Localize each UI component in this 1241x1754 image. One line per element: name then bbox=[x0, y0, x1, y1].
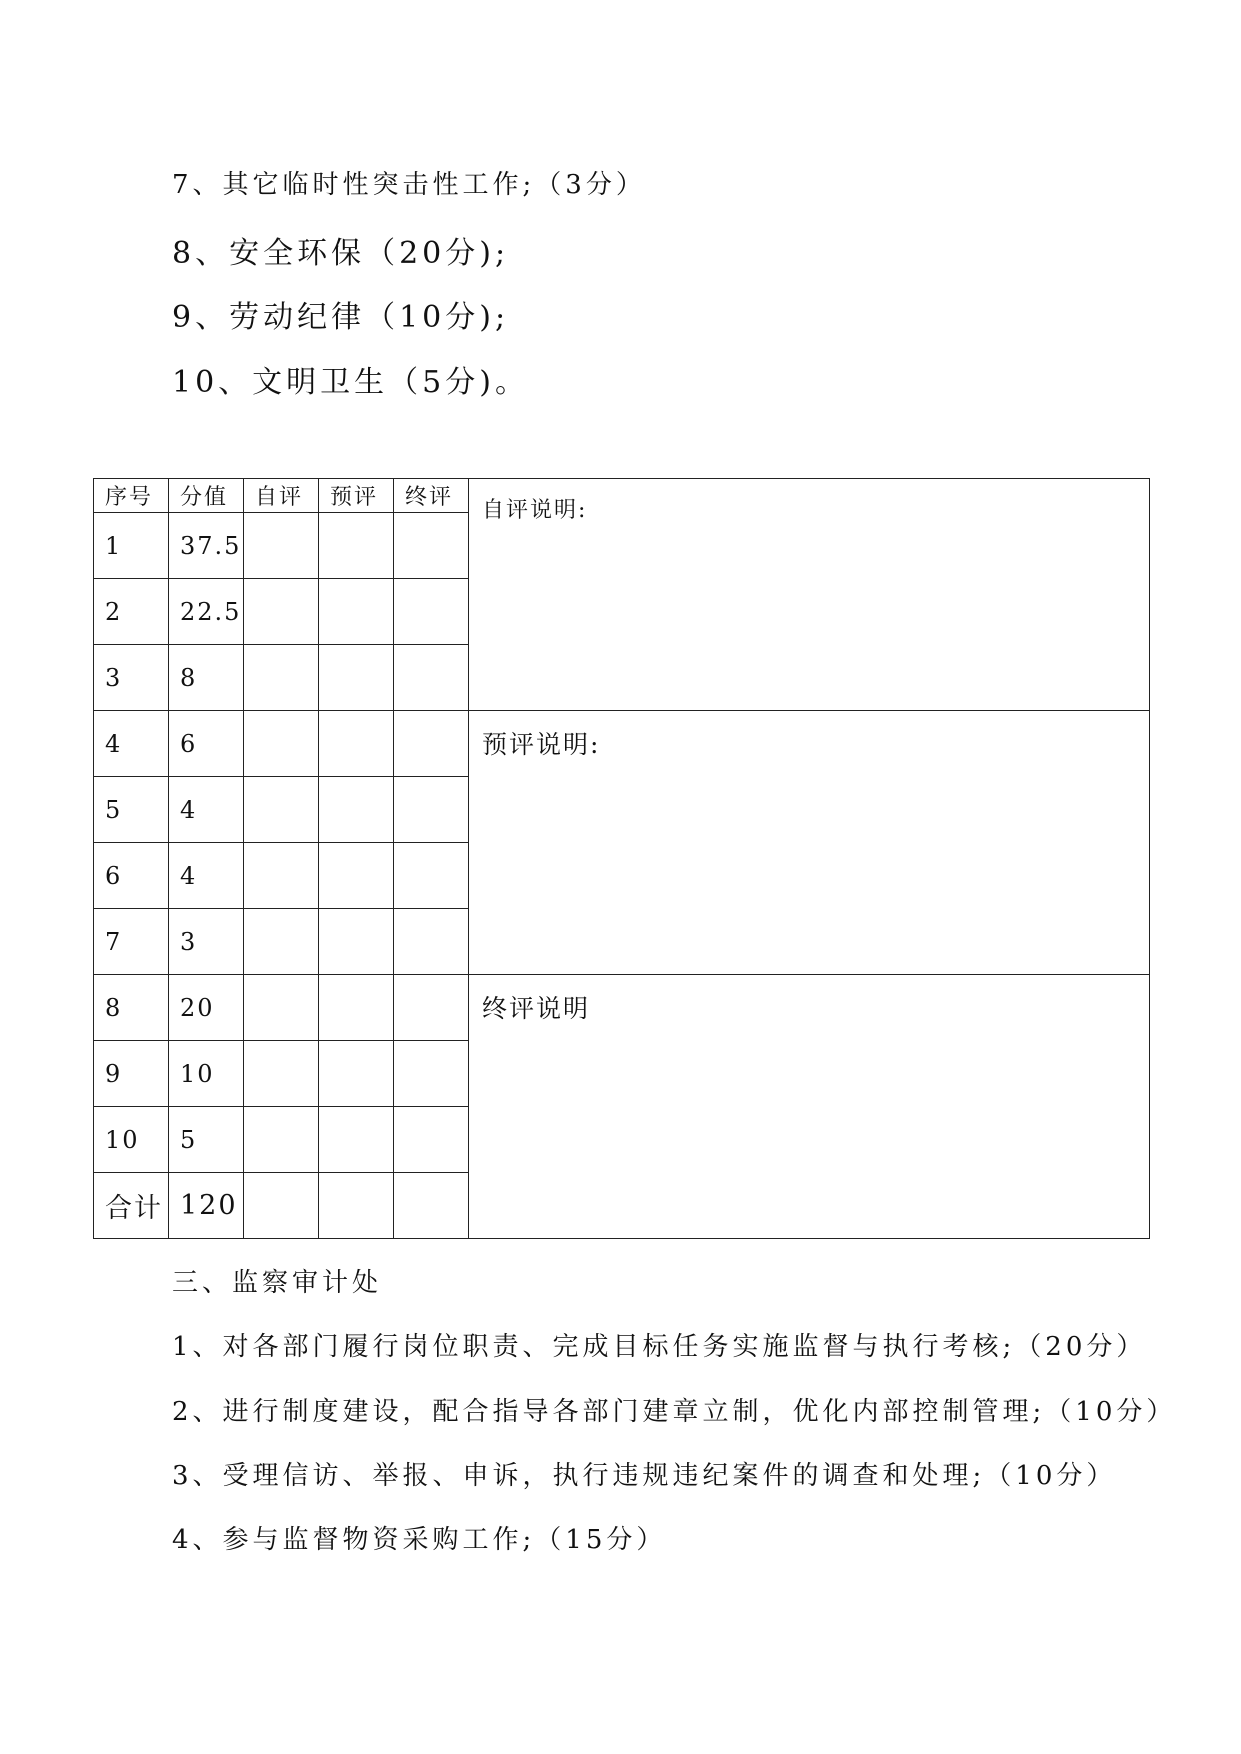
total-label: 合计 bbox=[94, 1173, 169, 1239]
self-cell bbox=[244, 975, 319, 1041]
row-no: 10 bbox=[94, 1107, 169, 1173]
section-item-4: 4、参与监督物资采购工作;（15分） bbox=[172, 1525, 667, 1555]
self-cell bbox=[244, 711, 319, 777]
self-cell bbox=[244, 513, 319, 579]
final-cell bbox=[394, 645, 469, 711]
row-no: 3 bbox=[94, 645, 169, 711]
final-cell bbox=[394, 1173, 469, 1239]
row-score: 5 bbox=[169, 1107, 244, 1173]
item-9: 9、劳动纪律（10分); bbox=[172, 300, 510, 335]
section-title: 三、监察审计处 bbox=[172, 1268, 383, 1298]
pre-cell bbox=[319, 975, 394, 1041]
header-score: 分值 bbox=[169, 479, 244, 513]
row-no: 2 bbox=[94, 579, 169, 645]
self-cell bbox=[244, 843, 319, 909]
pre-cell bbox=[319, 579, 394, 645]
section-item-1: 1、对各部门履行岗位职责、完成目标任务实施监督与执行考核;（20分） bbox=[172, 1332, 1147, 1362]
self-cell bbox=[244, 645, 319, 711]
pre-cell bbox=[319, 1173, 394, 1239]
final-cell bbox=[394, 909, 469, 975]
final-cell bbox=[394, 513, 469, 579]
pre-cell bbox=[319, 909, 394, 975]
self-cell bbox=[244, 1107, 319, 1173]
self-cell bbox=[244, 1041, 319, 1107]
row-score: 37.5 bbox=[169, 513, 244, 579]
row-score: 6 bbox=[169, 711, 244, 777]
row-no: 7 bbox=[94, 909, 169, 975]
self-cell bbox=[244, 1173, 319, 1239]
pre-note-label: 预评说明: bbox=[482, 730, 601, 759]
row-no: 6 bbox=[94, 843, 169, 909]
header-final: 终评 bbox=[394, 479, 469, 513]
self-cell bbox=[244, 579, 319, 645]
row-no: 5 bbox=[94, 777, 169, 843]
pre-cell bbox=[319, 645, 394, 711]
pre-cell bbox=[319, 711, 394, 777]
final-cell bbox=[394, 975, 469, 1041]
table-header-row bbox=[94, 479, 1150, 513]
row-score: 4 bbox=[169, 843, 244, 909]
pre-cell bbox=[319, 777, 394, 843]
pre-cell bbox=[319, 1041, 394, 1107]
section-item-2: 2、进行制度建设，配合指导各部门建章立制，优化内部控制管理;（10分） bbox=[172, 1397, 1177, 1427]
table-row bbox=[94, 975, 1150, 1041]
row-no: 4 bbox=[94, 711, 169, 777]
row-score: 3 bbox=[169, 909, 244, 975]
final-cell bbox=[394, 579, 469, 645]
total-score: 120 bbox=[169, 1173, 244, 1239]
pre-cell bbox=[319, 843, 394, 909]
final-cell bbox=[394, 777, 469, 843]
row-no: 9 bbox=[94, 1041, 169, 1107]
row-score: 20 bbox=[169, 975, 244, 1041]
pre-cell bbox=[319, 1107, 394, 1173]
final-cell bbox=[394, 711, 469, 777]
final-note-cell bbox=[469, 975, 1150, 1239]
score-table bbox=[93, 478, 1150, 1239]
row-score: 10 bbox=[169, 1041, 244, 1107]
item-8: 8、安全环保（20分); bbox=[172, 236, 510, 271]
item-10: 10、文明卫生（5分)。 bbox=[172, 365, 529, 400]
header-pre: 预评 bbox=[319, 479, 394, 513]
row-score: 4 bbox=[169, 777, 244, 843]
section-item-3: 3、受理信访、举报、申诉，执行违规违纪案件的调查和处理;（10分） bbox=[172, 1461, 1117, 1491]
self-cell bbox=[244, 777, 319, 843]
header-self: 自评 bbox=[244, 479, 319, 513]
row-score: 22.5 bbox=[169, 579, 244, 645]
row-no: 1 bbox=[94, 513, 169, 579]
self-cell bbox=[244, 909, 319, 975]
final-cell bbox=[394, 843, 469, 909]
item-7: 7、其它临时性突击性工作;（3分） bbox=[172, 170, 646, 200]
header-no: 序号 bbox=[94, 479, 169, 513]
table-row bbox=[94, 711, 1150, 777]
pre-cell bbox=[319, 513, 394, 579]
row-score: 8 bbox=[169, 645, 244, 711]
final-note-label: 终评说明 bbox=[482, 994, 591, 1023]
row-no: 8 bbox=[94, 975, 169, 1041]
final-cell bbox=[394, 1107, 469, 1173]
pre-note-cell bbox=[469, 711, 1150, 975]
self-note-label: 自评说明: bbox=[482, 498, 588, 523]
self-note-cell bbox=[469, 479, 1150, 711]
final-cell bbox=[394, 1041, 469, 1107]
